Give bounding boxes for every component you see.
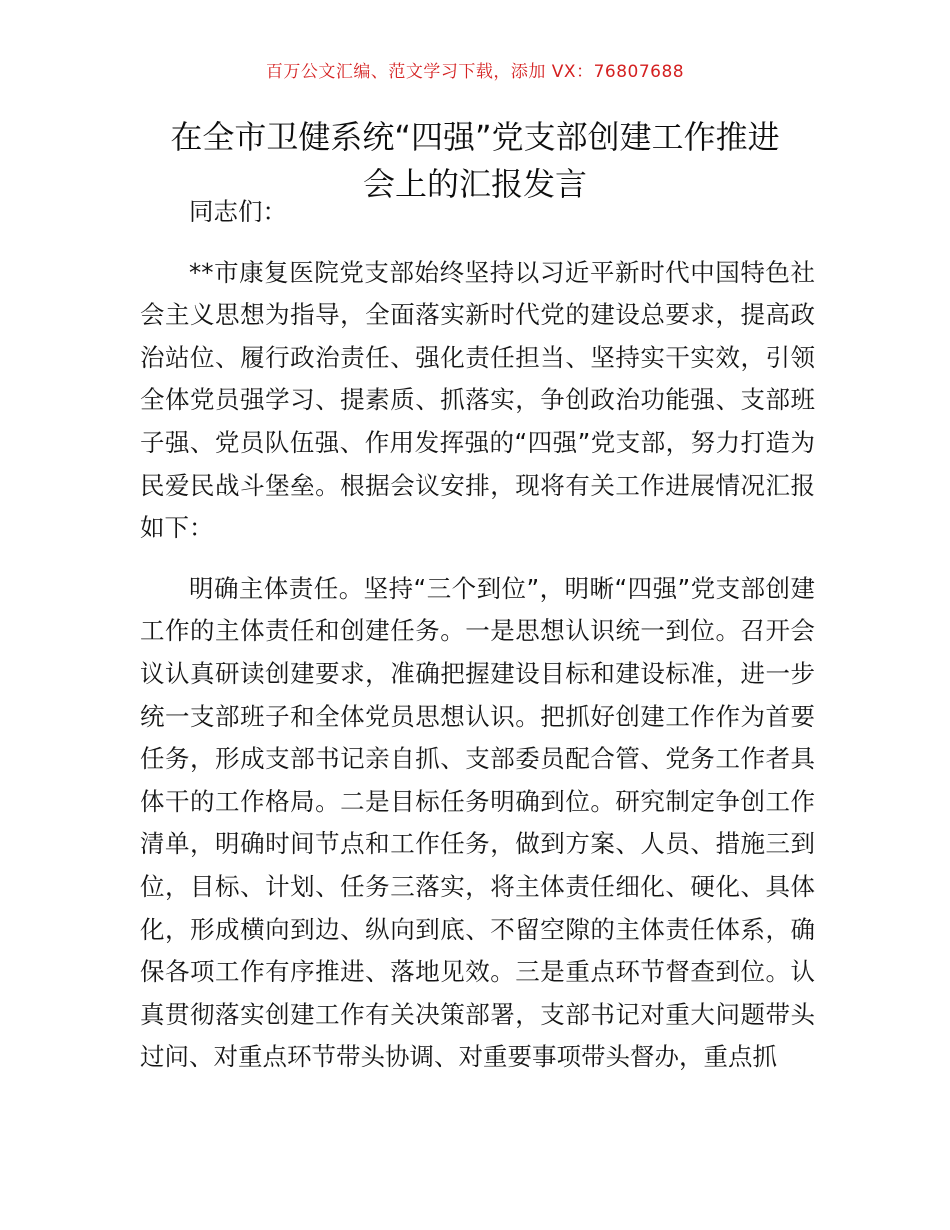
promo-banner: 百万公文汇编、范文学习下载，添加 VX：76807688 xyxy=(265,62,685,82)
document-body xyxy=(140,191,815,1079)
title-line-2: 会上的汇报发言 xyxy=(362,165,587,203)
paragraph-responsibility: 明确主体责任。坚持“三个到位”，明晰“四强”党支部创建工作的主体责任和创建任务。一是思想认识统一到位。召开会议认真研读创建要求，准确把握建设目标和建设标准，进一步统一支部班子和全体党员思想认识。把抓好创建工作作为首要任务，形成支部书记亲自抓、支部委员配合管、党务工作者具体干的工作格局。二是目标任务明确到位。研究制定争创工作清单，明确时间节点和工作任务，做到方案、人员、措施三到位，目标、计划、任务三落实，将主体责任细化、硬化、具体化，形成横向到边、纵向到底、不留空隙的主体责任体系，确保各项工作有序推进、落地见效。三是重点环节督查到位。认真贯彻落实创建工作有关决策部署，支部书记对重大问题带头过问、对重点环节带头协调、对重要事项带头督办，重点抓 xyxy=(140,573,815,1072)
title-line-1: 在全市卫健系统“四强”党支部创建工作推进 xyxy=(170,118,780,156)
paragraph-intro: **市康复医院党支部始终坚持以习近平新时代中国特色社会主义思想为指导，全面落实新时代党的建设总要求，提高政治站位、履行政治责任、强化责任担当、坚持实干实效，引领全体党员强学习、提素质、抓落实，争创政治功能强、支部班子强、党员队伍强、作用发挥强的“四强”党支部，努力打造为民爱民战斗堡垒。根据会议安排，现将有关工作进展情况汇报如下： xyxy=(140,257,815,543)
greeting: 同志们： xyxy=(189,197,287,226)
